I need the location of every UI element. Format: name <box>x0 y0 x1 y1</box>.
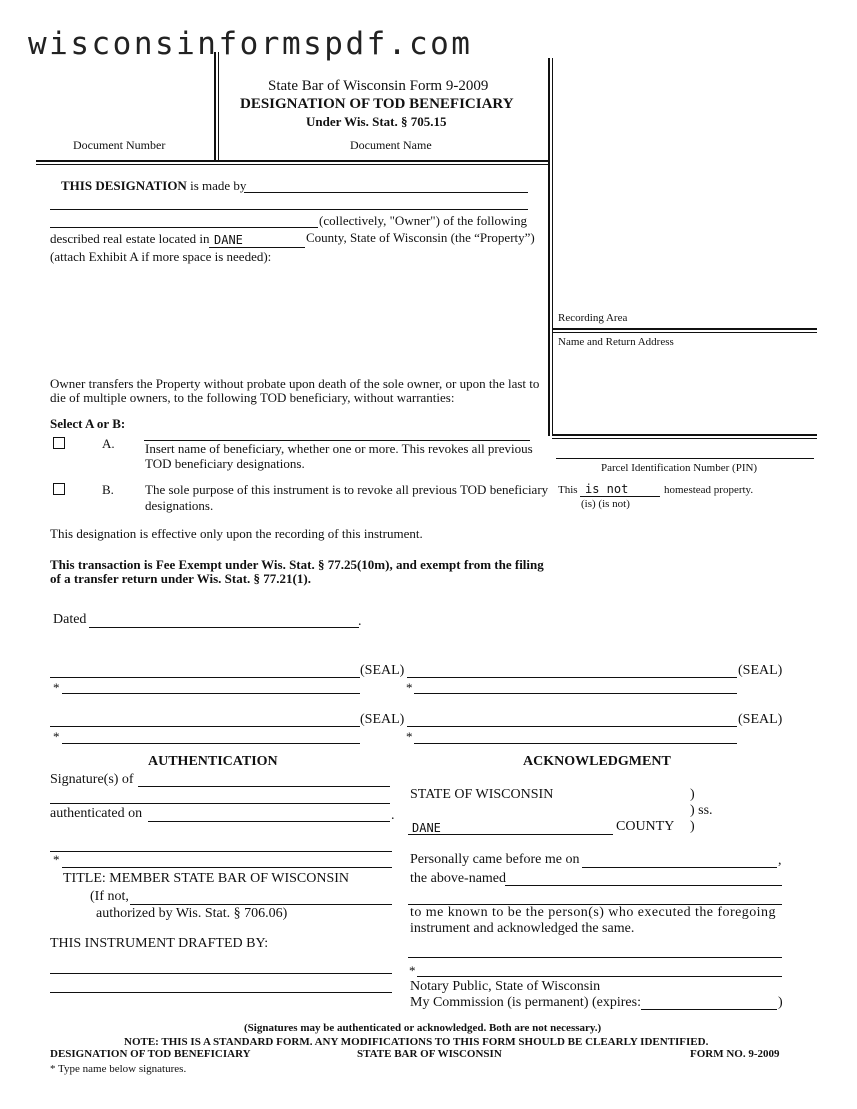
acknowledgment-heading: ACKNOWLEDGMENT <box>523 754 671 769</box>
option-b-text-1: The sole purpose of this instrument is to revoke all previous TOD beneficiary <box>145 482 549 497</box>
designation-bold: THIS DESIGNATION <box>61 178 187 193</box>
owner-text: (collectively, "Owner") of the following <box>319 213 527 228</box>
type-name-note: * Type name below signatures. <box>50 1063 187 1075</box>
star-4: * <box>406 729 413 744</box>
if-not-line[interactable] <box>130 904 392 905</box>
above-named-label: the above-named <box>410 871 507 886</box>
select-label: Select A or B: <box>50 416 126 431</box>
county-field-line <box>209 247 305 248</box>
homestead-field-line <box>580 496 660 497</box>
homestead-hint: (is) (is not) <box>581 498 630 510</box>
signatures-note: (Signatures may be authenticated or acknowledged. Both are not necessary.) <box>244 1022 602 1034</box>
header-bottom-rule <box>36 160 549 162</box>
return-address-rule-thin <box>552 438 817 439</box>
designation-name-line[interactable] <box>244 192 528 193</box>
fee-exempt-2: of a transfer return under Wis. Stat. § 77.21(1). <box>50 571 311 586</box>
right-panel-border-thin <box>552 58 553 436</box>
typed-name-line-4[interactable] <box>414 743 737 744</box>
notary-signature-line[interactable] <box>408 957 782 958</box>
authenticated-on-label: authenticated on <box>50 806 143 821</box>
signature-line-3[interactable] <box>50 726 360 727</box>
dated-line[interactable] <box>89 627 359 628</box>
signature-line-1[interactable] <box>50 677 360 678</box>
seal-1: (SEAL) <box>360 663 405 678</box>
title-member-line: TITLE: MEMBER STATE BAR OF WISCONSIN <box>63 871 350 886</box>
notary-public-label: Notary Public, State of Wisconsin <box>410 979 601 994</box>
header-divider <box>214 52 216 162</box>
footer-right: FORM NO. 9-2009 <box>690 1048 780 1060</box>
owner-name-line[interactable] <box>50 209 528 210</box>
fee-exempt-1: This transaction is Fee Exempt under Wis. Stat. § 77.25(10m), and exempt from the filing <box>50 557 544 572</box>
drafted-by-line-2[interactable] <box>50 992 392 993</box>
notary-name-line[interactable] <box>417 976 782 977</box>
star-2: * <box>406 680 413 695</box>
signatures-of-line[interactable] <box>138 786 390 787</box>
authenticated-period: . <box>391 808 395 823</box>
page-title: DESIGNATION OF TOD BENEFICIARY <box>240 96 514 112</box>
homestead-suffix: homestead property. <box>664 484 754 496</box>
option-b-text-2: designations. <box>145 498 214 513</box>
commission-close-paren: ) <box>778 995 783 1010</box>
recording-area-rule-thin <box>552 332 817 333</box>
recording-area-rule <box>552 328 817 330</box>
option-a-text-1: Insert name of beneficiary, whether one or more. This revokes all previous <box>145 441 533 456</box>
pin-label: Parcel Identification Number (PIN) <box>601 462 758 474</box>
county-field-value[interactable]: DANE <box>214 233 243 247</box>
notary-star: * <box>409 963 416 978</box>
seal-3: (SEAL) <box>360 712 405 727</box>
star-3: * <box>53 729 60 744</box>
recording-area-label: Recording Area <box>558 312 628 324</box>
ss-paren-1: ) <box>690 787 695 802</box>
option-b-checkbox[interactable] <box>53 483 65 495</box>
typed-name-line-1[interactable] <box>62 693 360 694</box>
header-bottom-rule-thin <box>36 164 549 165</box>
above-named-line[interactable] <box>505 885 782 886</box>
signature-line-2[interactable] <box>407 677 737 678</box>
ss-label: ) ss. <box>690 803 713 818</box>
typed-name-line-3[interactable] <box>62 743 360 744</box>
if-not-label: (If not, <box>90 889 129 904</box>
county-label: COUNTY <box>616 819 675 834</box>
designation-line <box>61 178 246 194</box>
homestead-prefix: This <box>558 484 578 496</box>
drafted-by-line-1[interactable] <box>50 973 392 974</box>
transfer-text-1: Owner transfers the Property without probate upon death of the sole owner, or upon the last to <box>50 376 540 391</box>
standard-form-note: NOTE: THIS IS A STANDARD FORM. ANY MODIFICATIONS TO THIS FORM SHOULD BE CLEARLY IDENTIFIED. <box>124 1036 709 1048</box>
right-panel-border <box>548 58 550 436</box>
designation-rest: is made by <box>186 178 247 193</box>
personally-came-label: Personally came before me on <box>410 852 580 867</box>
header-divider-thin <box>218 52 219 162</box>
document-number-label: Document Number <box>73 138 166 152</box>
ack-county-line <box>408 834 613 835</box>
transfer-text-2: die of multiple owners, to the following TOD beneficiary, without warranties: <box>50 390 455 405</box>
signatures-of-label: Signature(s) of <box>50 772 134 787</box>
ss-paren-2: ) <box>690 819 695 834</box>
typed-name-line-2[interactable] <box>414 693 737 694</box>
personally-comma: , <box>778 853 782 868</box>
known-text-2: instrument and acknowledged the same. <box>410 921 635 936</box>
state-of-wisconsin: STATE OF WISCONSIN <box>410 787 554 802</box>
document-name-label: Document Name <box>350 138 432 152</box>
footer-left: DESIGNATION OF TOD BENEFICIARY <box>50 1048 251 1060</box>
auth-star: * <box>53 852 60 867</box>
option-a-text-2: TOD beneficiary designations. <box>145 456 305 471</box>
star-1: * <box>53 680 60 695</box>
pin-line[interactable] <box>556 458 814 459</box>
authentication-heading: AUTHENTICATION <box>148 754 278 769</box>
authenticator-signature-line[interactable] <box>50 851 392 852</box>
return-address-rule <box>552 434 817 436</box>
signatures-of-line-2[interactable] <box>50 803 390 804</box>
name-return-label: Name and Return Address <box>558 336 674 348</box>
watermark: wisconsinformspdf.com <box>28 26 473 62</box>
commission-expires-line[interactable] <box>641 1009 777 1010</box>
authenticated-on-line[interactable] <box>148 821 390 822</box>
personally-came-line[interactable] <box>582 867 777 868</box>
homestead-value[interactable]: is not <box>585 482 629 496</box>
authorized-label: authorized by Wis. Stat. § 706.06) <box>96 906 288 921</box>
authenticator-name-line[interactable] <box>62 867 392 868</box>
option-b-letter: B. <box>102 482 114 497</box>
option-a-checkbox[interactable] <box>53 437 65 449</box>
owner-name-line-2[interactable] <box>50 227 318 228</box>
option-a-letter: A. <box>102 436 115 451</box>
known-text-1: to me known to be the person(s) who executed the foregoing <box>410 905 776 920</box>
commission-label: My Commission (is permanent) (expires: <box>410 995 641 1010</box>
statute-reference: Under Wis. Stat. § 705.15 <box>306 114 447 129</box>
dated-period: . <box>358 614 362 629</box>
attach-note: (attach Exhibit A if more space is needed): <box>50 249 272 264</box>
seal-4: (SEAL) <box>738 712 783 727</box>
drafted-by-label: THIS INSTRUMENT DRAFTED BY: <box>50 936 269 951</box>
located-prefix: described real estate located in <box>50 231 210 246</box>
effective-note: This designation is effective only upon the recording of this instrument. <box>50 526 423 541</box>
form-number-line: State Bar of Wisconsin Form 9-2009 <box>268 78 489 94</box>
located-suffix: County, State of Wisconsin (the “Property”) <box>306 230 535 245</box>
seal-2: (SEAL) <box>738 663 783 678</box>
dated-label: Dated <box>53 612 87 627</box>
footer-center: STATE BAR OF WISCONSIN <box>357 1048 502 1060</box>
signature-line-4[interactable] <box>407 726 737 727</box>
ack-county-value[interactable]: DANE <box>412 821 441 835</box>
